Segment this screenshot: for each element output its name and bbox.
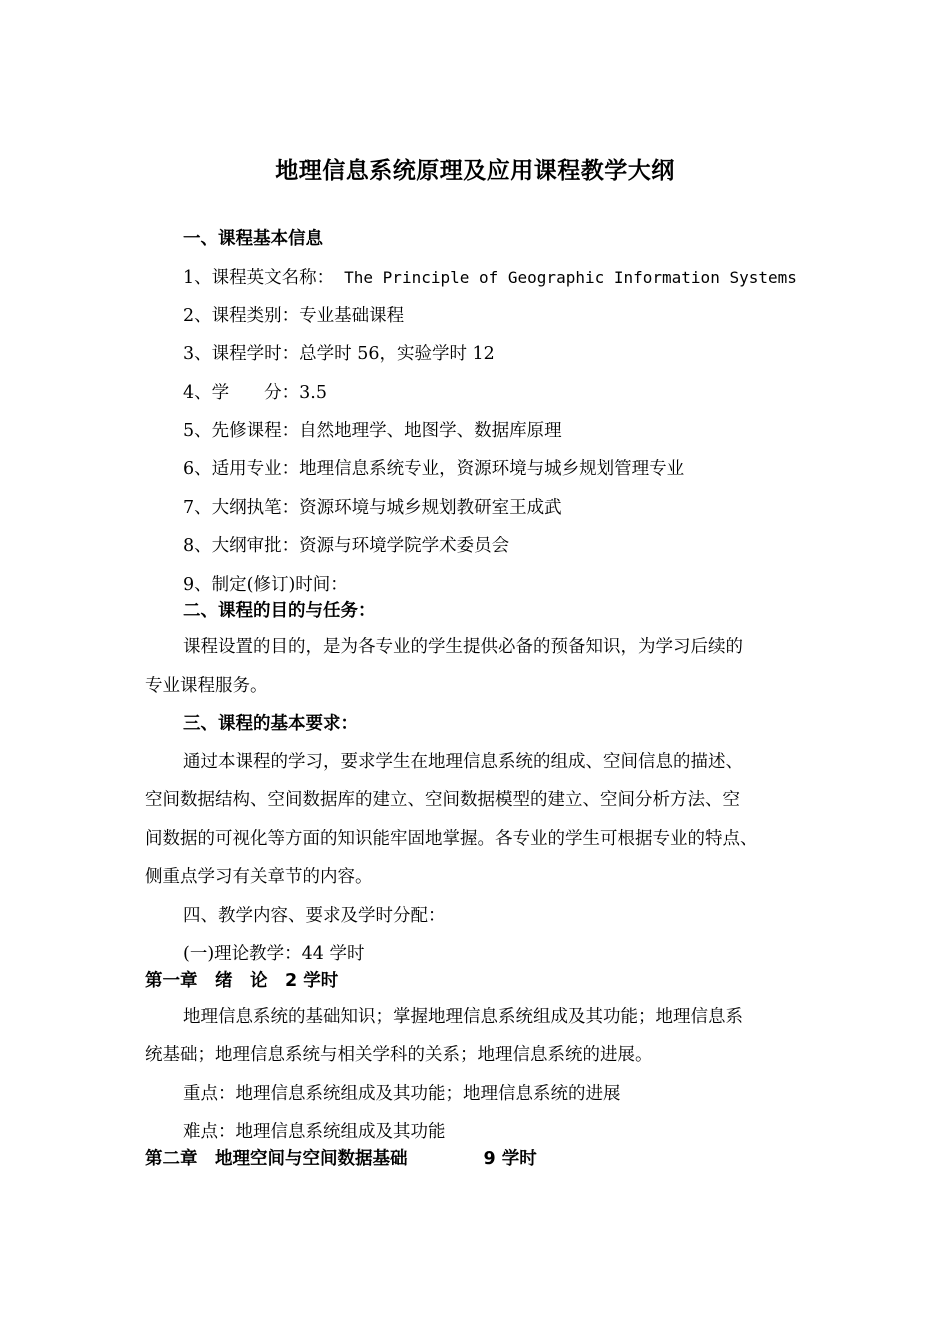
info-value: 3.5 <box>299 383 327 403</box>
info-label: 6、适用专业： <box>183 459 300 479</box>
key-points: 重点：地理信息系统组成及其功能；地理信息系统的进展 <box>183 1084 621 1104</box>
section-4-heading: 四、教学内容、要求及学时分配： <box>183 906 446 926</box>
info-item-credits <box>183 382 853 404</box>
info-label: 7、大纲执笔： <box>183 498 300 518</box>
section-3-heading: 三、课程的基本要求： <box>183 714 358 734</box>
info-item-category <box>183 305 853 327</box>
info-item-majors <box>183 458 853 480</box>
info-value: 资源与环境学院学术委员会 <box>299 536 510 556</box>
section-2-heading: 二、课程的目的与任务： <box>183 601 376 621</box>
info-item-prerequisites <box>183 420 853 442</box>
chapter-1-heading: 第一章 绪 论 2 学时 <box>145 971 339 991</box>
info-label: 5、先修课程： <box>183 421 300 441</box>
paragraph-line: 通过本课程的学习，要求学生在地理信息系统的组成、空间信息的描述、 <box>183 752 743 772</box>
section-1-heading: 一、课程基本信息 <box>183 229 323 249</box>
info-value: 总学时 56，实验学时 12 <box>299 344 495 364</box>
document-title: 地理信息系统原理及应用课程教学大纲 <box>275 158 675 184</box>
chapter-2-hours: 9 学时 <box>483 1149 537 1169</box>
info-label: 2、课程类别： <box>183 306 300 326</box>
info-item-revision-date <box>183 574 853 596</box>
paragraph-line: 专业课程服务。 <box>145 676 268 696</box>
paragraph-line: 地理信息系统的基础知识；掌握地理信息系统组成及其功能；地理信息系 <box>183 1007 743 1027</box>
subsection-heading: (一)理论教学：44 学时 <box>183 944 365 964</box>
info-label-2: 分： <box>264 383 300 403</box>
paragraph-line: 侧重点学习有关章节的内容。 <box>145 867 373 887</box>
paragraph-line: 课程设置的目的，是为各专业的学生提供必备的预备知识，为学习后续的 <box>183 637 743 657</box>
info-label: 8、大纲审批： <box>183 536 300 556</box>
info-item-hours <box>183 343 853 365</box>
paragraph-line: 间数据的可视化等方面的知识能牢固地掌握。各专业的学生可根据专业的特点、 <box>145 829 758 849</box>
paragraph-line: 空间数据结构、空间数据库的建立、空间数据模型的建立、空间分析方法、空 <box>145 790 740 810</box>
difficult-points: 难点：地理信息系统组成及其功能 <box>183 1122 446 1142</box>
info-label: 4、学 <box>183 383 230 403</box>
info-value: 资源环境与城乡规划教研室王成武 <box>299 498 562 518</box>
info-value: The Principle of Geographic Information Systems <box>344 268 797 287</box>
info-label: 1、课程英文名称： <box>183 268 335 288</box>
chapter-2-title: 第二章 地理空间与空间数据基础 <box>145 1149 408 1169</box>
info-label: 9、制定(修订)时间： <box>183 575 348 595</box>
paragraph-line: 统基础；地理信息系统与相关学科的关系；地理信息系统的进展。 <box>145 1045 653 1065</box>
chapter-2-heading <box>145 1148 815 1170</box>
info-item-author <box>183 497 853 519</box>
info-item-approval <box>183 535 853 557</box>
info-value: 自然地理学、地图学、数据库原理 <box>299 421 562 441</box>
info-value: 地理信息系统专业，资源环境与城乡规划管理专业 <box>299 459 685 479</box>
info-value: 专业基础课程 <box>299 306 405 326</box>
info-label: 3、课程学时： <box>183 344 300 364</box>
info-item-english-name <box>183 267 853 289</box>
